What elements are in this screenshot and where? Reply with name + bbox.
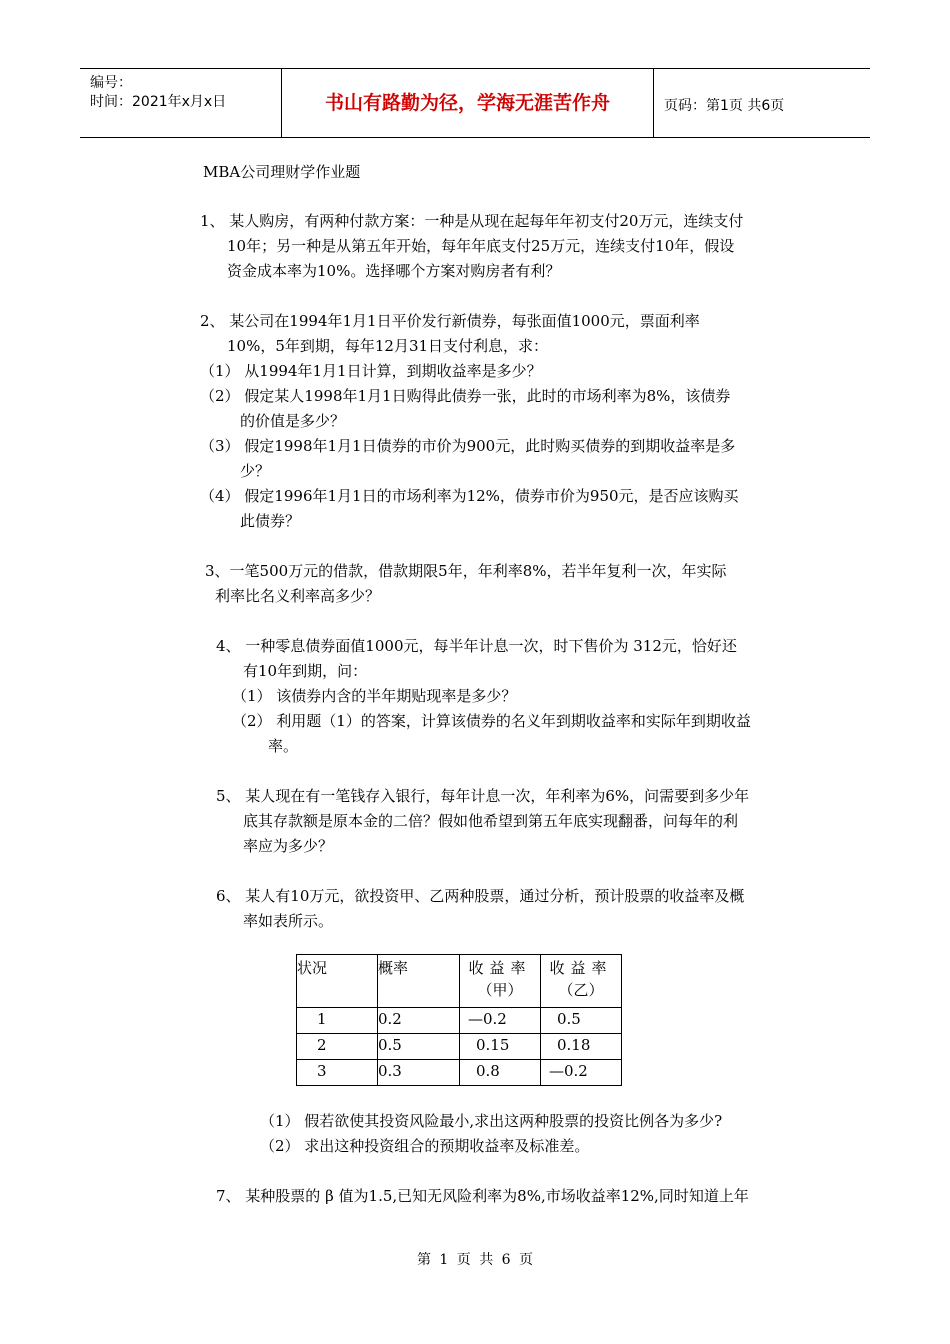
- number-label: 编号：: [90, 75, 132, 91]
- table-cell: 0.15: [460, 1034, 541, 1060]
- table-cell: 0.5: [541, 1008, 622, 1034]
- table-cell: 0.5: [378, 1034, 460, 1060]
- table-cell: 0.2: [378, 1008, 460, 1034]
- q6-sub-item: （2） 求出这种投资组合的预期收益率及标准差。: [260, 1137, 590, 1155]
- q2-sub-item: （1） 从1994年1月1日计算，到期收益率是多少？: [200, 362, 542, 380]
- table-cell: 0.18: [541, 1034, 622, 1060]
- document-title: MBA公司理财学作业题: [203, 163, 361, 181]
- table-header-row: [297, 955, 622, 1008]
- page-info: 页码：第1页 共6页: [664, 98, 785, 114]
- q3-line: 利率比名义利率高多少？: [215, 587, 381, 605]
- q5-line: 5、 某人现在有一笔钱存入银行，每年计息一次，年利率为6%，问需要到多少年: [216, 787, 750, 805]
- table-cell: —0.2: [460, 1008, 541, 1034]
- page-footer: 第 1 页 共 6 页: [416, 1252, 534, 1268]
- q2-sub-item: （3） 假定1998年1月1日债券的市价为900元，此时购买债券的到期收益率是多: [200, 437, 736, 455]
- q1-line: 10年；另一种是从第五年开始，每年年底支付25万元，连续支付10年，假设: [227, 237, 735, 255]
- table-cell: 1: [297, 1008, 378, 1034]
- q2-sub-item: （4） 假定1996年1月1日的市场利率为12%，债券市价为950元，是否应该购买: [200, 487, 739, 505]
- table-cell: 0.3: [378, 1060, 460, 1086]
- q7-line: 7、 某种股票的 β 值为1.5,已知无风险利率为8%,市场收益率12%,同时知道上年: [216, 1187, 749, 1205]
- time-label: 时间：2021年x月x日: [90, 94, 227, 110]
- motto-cell: 书山有路勤为径，学海无涯苦作舟: [282, 69, 654, 137]
- table-cell: —0.2: [541, 1060, 622, 1086]
- q2-sub-item: 此债券？: [240, 512, 301, 530]
- table-cell: 0.8: [460, 1060, 541, 1086]
- q2-sub-item: 的价值是多少？: [240, 412, 346, 430]
- table-header-cell: 收益率 （甲）: [460, 955, 541, 1008]
- q4-sub-item: （2） 利用题（1）的答案，计算该债券的名义年到期收益率和实际年到期收益: [232, 712, 751, 730]
- table-header-cell: 收益率 （乙）: [541, 955, 622, 1008]
- table-header-cell: 状况: [297, 955, 378, 1008]
- q4-sub-item: 率。: [268, 737, 299, 755]
- q6-line: 6、 某人有10万元，欲投资甲、乙两种股票，通过分析，预计股票的收益率及概: [216, 887, 745, 905]
- q6-sub-item: （1） 假若欲使其投资风险最小,求出这两种股票的投资比例各为多少?: [260, 1112, 723, 1130]
- header-table: [80, 68, 870, 138]
- q4-line: 有10年到期，问：: [243, 662, 368, 680]
- table-cell: 2: [297, 1034, 378, 1060]
- q6-line: 率如表所示。: [243, 912, 334, 930]
- table-cell: 3: [297, 1060, 378, 1086]
- header-left-cell: [80, 69, 282, 137]
- q2-sub-item: 少？: [240, 462, 271, 480]
- table-header-cell: 概率: [378, 955, 460, 1008]
- q2-line: 10%，5年到期，每年12月31日支付利息，求：: [227, 337, 549, 355]
- table-row: [297, 1008, 622, 1034]
- probability-table: [296, 954, 622, 1086]
- q5-line: 率应为多少？: [243, 837, 334, 855]
- q4-line: 4、 一种零息债券面值1000元，每半年计息一次，时下售价为 312元，恰好还: [216, 637, 737, 655]
- q4-sub-item: （1） 该债券内含的半年期贴现率是多少？: [232, 687, 517, 705]
- table-row: [297, 1060, 622, 1086]
- q3-line: 3、一笔500万元的借款，借款期限5年，年利率8%，若半年复利一次，年实际: [205, 562, 727, 580]
- q2-sub-item: （2） 假定某人1998年1月1日购得此债券一张，此时的市场利率为8%，该债券: [200, 387, 731, 405]
- q2-line: 2、 某公司在1994年1月1日平价发行新债券，每张面值1000元，票面利率: [200, 312, 700, 330]
- q1-line: 1、 某人购房，有两种付款方案：一种是从现在起每年年初支付20万元，连续支付: [200, 212, 744, 230]
- q1-line: 资金成本率为10%。选择哪个方案对购房者有利？: [227, 262, 561, 280]
- q5-line: 底其存款额是原本金的二倍？假如他希望到第五年底实现翻番，问每年的利: [243, 812, 739, 830]
- table-row: [297, 1034, 622, 1060]
